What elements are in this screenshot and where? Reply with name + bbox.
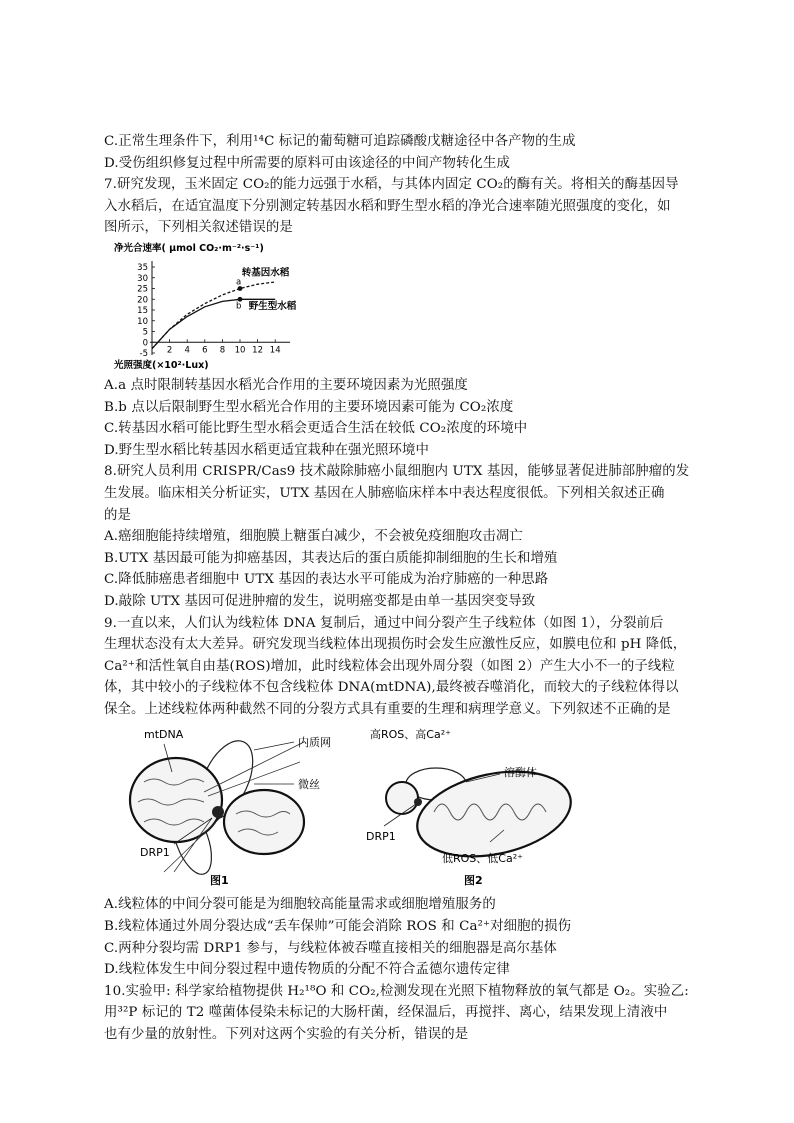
series-line-transgenic	[152, 282, 275, 349]
text-line: 生发展。临床相关分析证实，UTX 基因在人肺癌临床样本中表达程度很低。下列相关叙述正确	[104, 485, 665, 501]
label-drp1-fig2: DRP1	[366, 830, 396, 844]
text-block-mid	[104, 375, 696, 721]
text-line: 7.研究发现，玉米固定 CO₂的能力远强于水稻，与其体内固定 CO₂的酶有关。将相关的酶基因导	[104, 177, 679, 193]
text-line: 9.一直以来，人们认为线粒体 DNA 复制后，通过中间分裂产生子线粒体（如图 1），分裂前后	[104, 615, 664, 631]
chart-svg	[112, 241, 312, 371]
x-tick-label: 2	[166, 345, 173, 356]
text-line: D.受伤组织修复过程中所需要的原料可由该途径的中间产物转化生成	[104, 155, 510, 171]
text-line: Ca²⁺和活性氧自由基(ROS)增加，此时线粒体会出现外周分裂（如图 2）产生大小不一的子线粒	[104, 658, 675, 674]
small-daughter-mito-shape	[386, 782, 418, 814]
y-axis-label: 净光合速率( μmol CO₂·m⁻²·s⁻¹)	[114, 242, 264, 254]
point-label-a: a	[236, 277, 242, 288]
y-tick-label: 30	[137, 273, 148, 284]
y-tick-label: 15	[137, 305, 148, 316]
text-line: 图所示，下列相关叙述错误的是	[104, 220, 293, 236]
leader-line	[254, 742, 294, 750]
figures-svg	[104, 722, 696, 890]
y-tick-label: 20	[137, 295, 148, 306]
text-line: C.两种分裂均需 DRP1 参与，与线粒体被吞噬直接相关的细胞器是高尔基体	[104, 940, 557, 956]
series-label-transgenic: 转基因水稻	[241, 267, 290, 279]
label-lysosome: 溶酶体	[504, 766, 537, 780]
x-tick-label: 6	[202, 345, 208, 356]
point-label-b: b	[236, 301, 242, 312]
y-tick-label: 25	[137, 284, 148, 295]
text-line: 的是	[104, 507, 131, 523]
figure-1	[130, 728, 331, 887]
text-line: D.线粒体发生中间分裂过程中遗传物质的分配不符合孟德尔遗传定律	[104, 962, 510, 978]
text-line: 10.实验甲: 科学家给植物提供 H₂¹⁸O 和 CO₂,检测发现在光照下植物释放的氧气都是 O₂。实验乙:	[104, 983, 689, 999]
text-line: B.线粒体通过外周分裂达成“丢车保帅”可能会消除 ROS 和 Ca²⁺对细胞的损伤	[104, 919, 572, 935]
text-block-bottom	[104, 894, 696, 1045]
text-line: 8.研究人员利用 CRISPR/Cas9 技术敲除肺癌小鼠细胞内 UTX 基因，能够显著促进肺部肿瘤的发	[104, 464, 690, 480]
text-block-top	[104, 131, 696, 239]
mitochondrion-right-shape	[224, 790, 304, 854]
text-line: A.癌细胞能持续增殖，细胞膜上糖蛋白减少，不会被免疫细胞攻击凋亡	[104, 529, 523, 545]
caption-fig2: 图2	[464, 874, 483, 888]
label-er: 内质网	[298, 736, 331, 750]
x-tick-label: 14	[269, 345, 281, 356]
text-line: 用³²P 标记的 T2 噬菌体侵染未标记的大肠杆菌，经保温后，再搅拌、离心，结果发现上清液中	[104, 1005, 668, 1021]
exam-page	[104, 131, 696, 1046]
label-low-ros: 低ROS、低Ca²⁺	[442, 852, 523, 866]
label-mtdna: mtDNA	[144, 728, 184, 742]
text-line: 入水稻后，在适宜温度下分别测定转基因水稻和野生型水稻的净光合速率随光照强度的变化，如	[104, 198, 671, 214]
text-line: 生理状态没有太大差异。研究发现当线粒体出现损伤时会发生应激性反应，如膜电位和 pH 降低，	[104, 637, 687, 653]
text-line: A.a 点时限制转基因水稻光合作用的主要环境因素为光照强度	[104, 377, 468, 393]
x-tick-label: 8	[219, 345, 226, 356]
text-line: B.b 点以后限制野生型水稻光合作用的主要环境因素可能为 CO₂浓度	[104, 399, 514, 415]
caption-fig1: 图1	[210, 874, 229, 888]
mitochondria-figures	[104, 722, 696, 890]
label-high-ros: 高ROS、高Ca²⁺	[370, 728, 451, 742]
x-axis-label: 光照强度(×10²·Lux)	[114, 359, 209, 371]
text-line: C.转基因水稻可能比野生型水稻会更适合生活在较低 CO₂浓度的环境中	[104, 421, 528, 437]
figure-2	[366, 727, 579, 887]
text-line: C.正常生理条件下，利用¹⁴C 标记的葡萄糖可追踪磷酸戊糖途径中各产物的生成	[104, 134, 576, 149]
text-line: D.敲除 UTX 基因可促进肿瘤的发生，说明癌变都是由单一基因突变导致	[104, 593, 536, 609]
series-label-wildtype: 野生型水稻	[248, 300, 297, 312]
drp1-ring-shape	[212, 806, 224, 818]
x-tick-label: 4	[184, 345, 190, 356]
text-line: A.线粒体的中间分裂可能是为细胞较高能量需求或细胞增殖服务的	[104, 897, 496, 913]
text-line: 也有少量的放射性。下列对这两个实验的有关分析，错误的是	[104, 1027, 469, 1043]
x-tick-label: 10	[234, 345, 246, 356]
y-tick-label: 10	[137, 316, 148, 327]
text-line: 保全。上述线粒体两种截然不同的分裂方式具有重要的生理和病理学意义。下列叙述不正确的是	[104, 701, 671, 717]
text-line: D.野生型水稻比转基因水稻更适宜栽种在强光照环境中	[104, 442, 429, 458]
y-tick-label: -5	[139, 348, 148, 359]
y-tick-label: 5	[142, 327, 148, 338]
text-line: 体，其中较小的子线粒体不包含线粒体 DNA(mtDNA),最终被吞噬消化，而较大的子线粒体得以	[104, 680, 679, 696]
text-line: C.降低肺癌患者细胞中 UTX 基因的表达水平可能成为治疗肺癌的一种思路	[104, 572, 549, 588]
y-tick-label: 35	[137, 262, 148, 273]
photosynthesis-chart	[112, 241, 312, 371]
label-drp1-fig1: DRP1	[140, 846, 170, 860]
y-tick-label: 0	[142, 338, 148, 349]
text-line: B.UTX 基因最可能为抑癌基因，其表达后的蛋白质能抑制细胞的生长和增殖	[104, 550, 558, 566]
x-tick-label: 12	[252, 345, 264, 356]
label-microfilament: 微丝	[298, 778, 320, 792]
